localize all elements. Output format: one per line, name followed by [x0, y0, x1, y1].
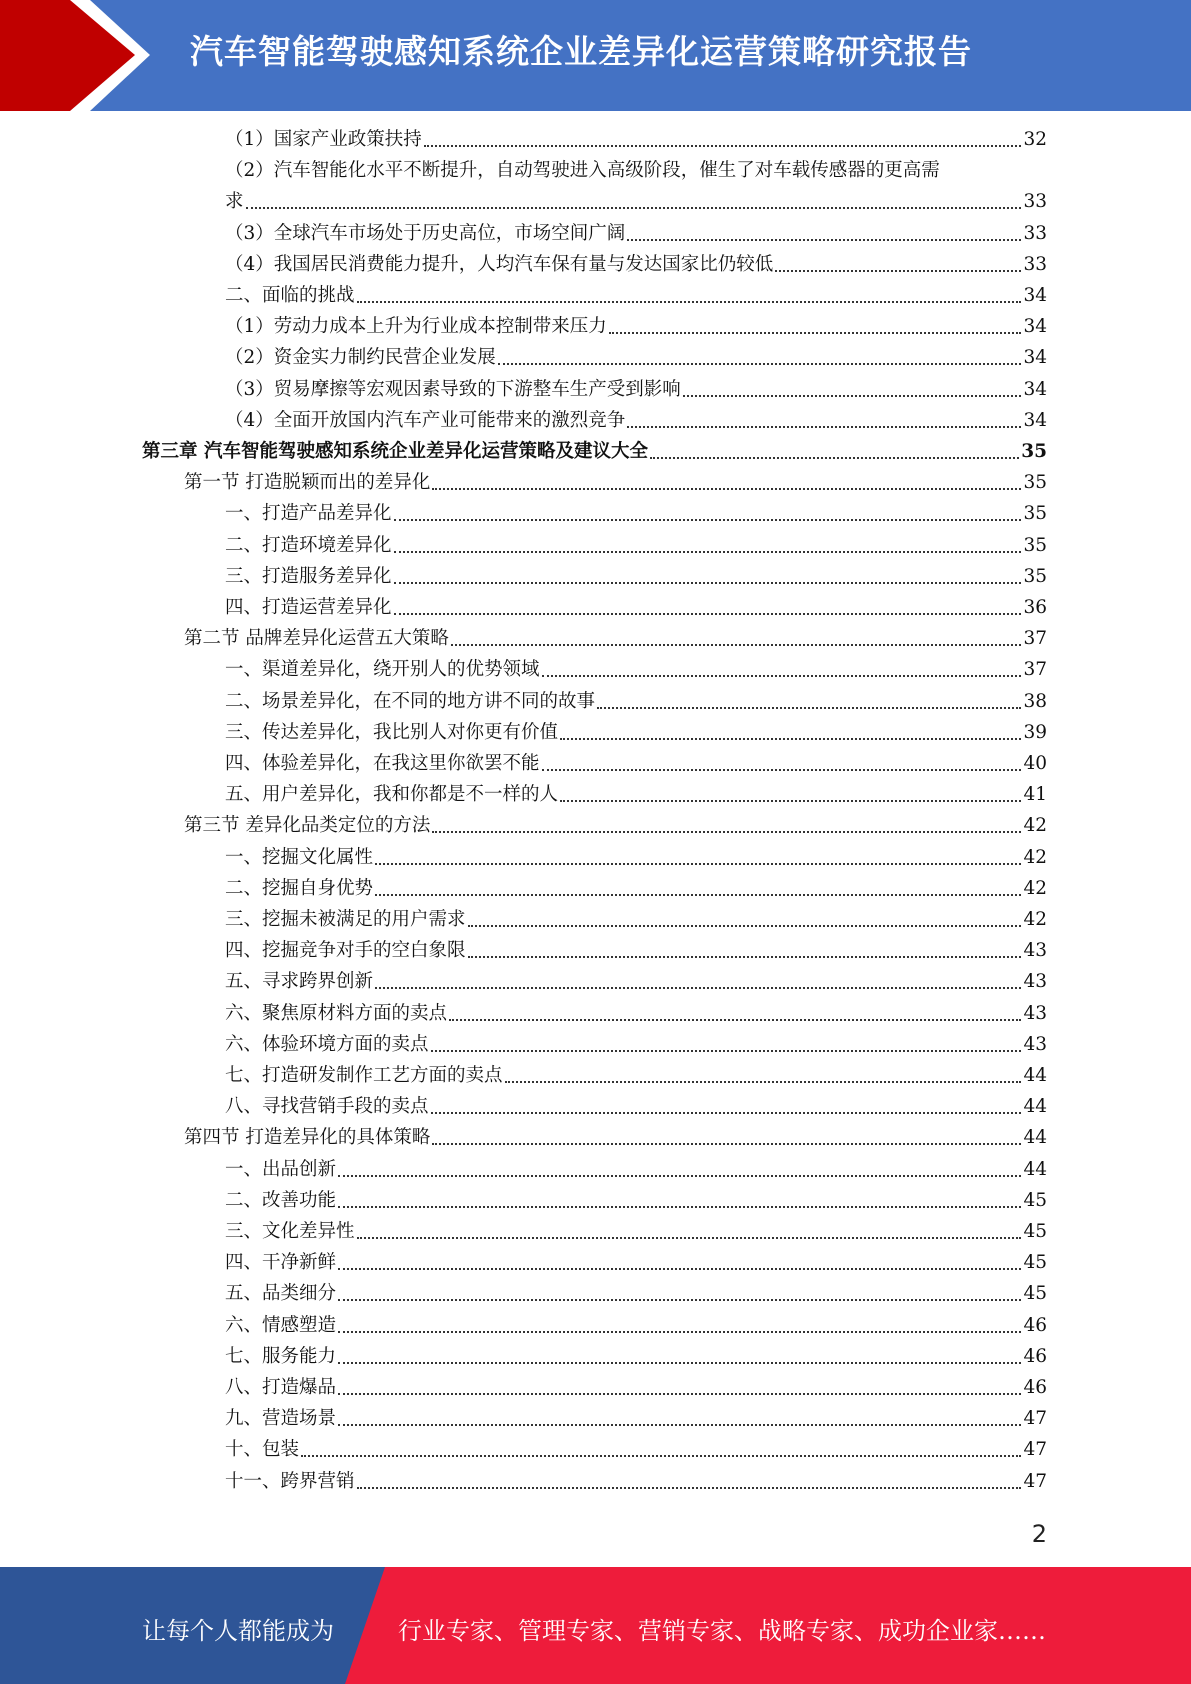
page-header: [0, 0, 1191, 111]
toc-page-number: 44: [1023, 1065, 1047, 1086]
dot-leader: [451, 643, 1022, 646]
toc-entry[interactable]: [225, 1313, 1047, 1339]
toc-entry[interactable]: [225, 720, 1047, 746]
toc-entry-title: 四、打造运营差异化: [225, 597, 392, 618]
dot-leader: [431, 1049, 1022, 1052]
toc-page-number: 45: [1023, 1189, 1047, 1211]
toc-entry-title: （4）全面开放国内汽车产业可能带来的激烈竞争: [225, 409, 626, 431]
footer-slogan-left: 让每个人都能成为: [142, 1617, 334, 1645]
toc-entry-title: 第二节 品牌差异化运营五大策略: [184, 628, 449, 650]
toc-entry[interactable]: [184, 626, 1047, 652]
toc-page-number: 44: [1023, 1158, 1047, 1180]
toc-entry-title: （3）全球汽车市场处于历史高位，市场空间广阔: [225, 222, 626, 244]
dot-leader: [468, 924, 1022, 927]
toc-page-number: 47: [1023, 1470, 1047, 1492]
toc-page-number: 35: [1023, 472, 1047, 494]
toc-entry-title: 四、挖掘竞争对手的空白象限: [225, 940, 466, 962]
toc-entry-title: 二、改善功能: [225, 1189, 337, 1211]
toc-page-number: 34: [1023, 409, 1047, 431]
toc-entry[interactable]: [225, 408, 1047, 434]
toc-entry[interactable]: [225, 314, 1047, 340]
toc-entry-title: （1）劳动力成本上升为行业成本控制带来压力: [225, 316, 607, 338]
toc-page-number: 41: [1023, 784, 1047, 806]
page-footer: [0, 1567, 1191, 1684]
dot-leader: [775, 269, 1021, 272]
toc-entry-title: 一、挖掘文化属性: [225, 846, 374, 868]
toc-page-number: 34: [1023, 285, 1047, 306]
toc-entry[interactable]: [225, 845, 1047, 871]
dot-leader: [394, 518, 1022, 521]
footer-slogan-right: 行业专家、管理专家、营销专家、战略专家、成功企业家……: [398, 1617, 1046, 1645]
toc-page-number: 35: [1023, 534, 1047, 556]
dot-leader: [650, 456, 1019, 459]
toc-entry-title: 四、体验差异化，在我这里你欲罢不能: [225, 753, 540, 774]
dot-leader: [683, 394, 1022, 397]
dot-leader: [394, 612, 1022, 615]
dot-leader: [542, 768, 1022, 771]
dot-leader: [560, 799, 1021, 802]
toc-page-number: 43: [1023, 971, 1047, 993]
toc-page-number: 33: [1023, 253, 1047, 275]
toc-page-number: 47: [1023, 1439, 1047, 1461]
toc-entry-title: 八、寻找营销手段的卖点: [225, 1096, 429, 1118]
dot-leader: [627, 238, 1021, 241]
dot-leader: [431, 1111, 1022, 1114]
toc-page-number: 45: [1023, 1283, 1047, 1305]
toc-entry[interactable]: [225, 283, 1047, 309]
toc-entry-title: 五、品类细分: [225, 1283, 337, 1305]
toc-entry[interactable]: [225, 377, 1047, 403]
toc-entry-title: 三、文化差异性: [225, 1221, 355, 1242]
dot-leader: [357, 1486, 1022, 1489]
dot-leader: [394, 581, 1022, 584]
toc-entry-title: 三、打造服务差异化: [225, 565, 392, 587]
dot-leader: [338, 1267, 1021, 1270]
toc-chapter-entry[interactable]: [142, 439, 1047, 465]
toc-page-number: 34: [1023, 347, 1047, 369]
toc-page-number: 42: [1023, 877, 1047, 899]
toc-entry[interactable]: [225, 252, 1047, 278]
toc-entry-title: 一、渠道差异化，绕开别人的优势领域: [225, 659, 540, 681]
dot-leader: [432, 1142, 1021, 1145]
toc-entry[interactable]: [225, 1406, 1047, 1432]
dot-leader: [394, 550, 1022, 553]
dot-leader: [542, 674, 1022, 677]
dot-leader: [338, 1298, 1021, 1301]
toc-page-number: 34: [1023, 378, 1047, 400]
toc-entry[interactable]: [225, 657, 1047, 683]
toc-entry-title: 第三章 汽车智能驾驶感知系统企业差异化运营策略及建议大全: [142, 441, 648, 462]
toc-entry[interactable]: [225, 969, 1047, 995]
toc-page-number: 40: [1023, 753, 1047, 774]
dot-leader: [338, 1423, 1021, 1426]
toc-entry[interactable]: [225, 1437, 1047, 1463]
toc-entry-title: 二、打造环境差异化: [225, 534, 392, 556]
toc-entry[interactable]: [225, 345, 1047, 371]
toc-entry-title: 九、营造场景: [225, 1408, 337, 1430]
toc-entry-title: 三、挖掘未被满足的用户需求: [225, 909, 466, 930]
toc-page-number: 34: [1023, 316, 1047, 338]
toc-page-number: 35: [1021, 441, 1047, 462]
toc-entry[interactable]: [225, 564, 1047, 590]
toc-entry-title: （1）国家产业政策扶持: [225, 129, 422, 150]
toc-entry[interactable]: [184, 1125, 1047, 1151]
toc-entry[interactable]: [225, 189, 1047, 215]
toc-page-number: 46: [1023, 1314, 1047, 1336]
toc-entry[interactable]: [184, 813, 1047, 839]
toc-entry-title: 四、干净新鲜: [225, 1252, 337, 1274]
toc-entry[interactable]: [225, 938, 1047, 964]
toc-entry-title: （2）资金实力制约民营企业发展: [225, 347, 496, 369]
toc-page-number: 35: [1023, 565, 1047, 587]
toc-entry-title: 十一、跨界营销: [225, 1470, 355, 1492]
toc-page-number: 44: [1023, 1127, 1047, 1149]
dot-leader: [338, 1392, 1021, 1395]
toc-entry-title: （4）我国居民消费能力提升，人均汽车保有量与发达国家比仍较低: [225, 253, 774, 275]
toc-entry-title: 五、用户差异化，我和你都是不一样的人: [225, 784, 559, 806]
toc-entry-title: 一、出品创新: [225, 1158, 337, 1180]
toc-page-number: 47: [1023, 1408, 1047, 1430]
dot-leader: [375, 986, 1021, 989]
toc-entry-line: （2）汽车智能化水平不断提升，自动驾驶进入高级阶段，催生了对车载传感器的更高需: [225, 160, 940, 182]
toc-entry[interactable]: [225, 1157, 1047, 1183]
toc-entry[interactable]: [225, 689, 1047, 715]
toc-page-number: 37: [1023, 659, 1047, 681]
toc-page-number: 37: [1023, 628, 1047, 650]
toc-entry[interactable]: [225, 533, 1047, 559]
toc-entry[interactable]: [225, 1032, 1047, 1058]
dot-leader: [301, 1454, 1021, 1457]
dot-leader: [627, 425, 1021, 428]
toc-entry-title: 第三节 差异化品类定位的方法: [184, 815, 431, 837]
toc-page-number: 46: [1023, 1345, 1047, 1367]
toc-entry[interactable]: [225, 1250, 1047, 1276]
toc-entry[interactable]: [225, 751, 1047, 777]
toc-entry-title: 七、打造研发制作工艺方面的卖点: [225, 1065, 503, 1086]
toc-entry[interactable]: [225, 876, 1047, 902]
toc-entry-title: 一、打造产品差异化: [225, 503, 392, 525]
toc-page-number: 39: [1023, 721, 1047, 743]
toc-entry[interactable]: [225, 782, 1047, 808]
toc-entry-title: 第一节 打造脱颖而出的差异化: [184, 472, 431, 494]
toc-entry[interactable]: [225, 1063, 1047, 1089]
toc-entry-title: 十、包装: [225, 1439, 300, 1461]
dot-leader: [560, 737, 1021, 740]
dot-leader: [246, 206, 1022, 209]
dot-leader: [597, 706, 1021, 709]
toc-entry[interactable]: [225, 1375, 1047, 1401]
toc-entry[interactable]: [225, 1281, 1047, 1307]
toc-entry-title: 二、挖掘自身优势: [225, 877, 374, 899]
dot-leader: [498, 362, 1022, 365]
dot-leader: [357, 1236, 1022, 1239]
dot-leader: [424, 144, 1022, 147]
dot-leader: [609, 331, 1022, 334]
toc-entry[interactable]: [225, 1469, 1047, 1495]
dot-leader: [338, 1174, 1021, 1177]
toc-page-number: 43: [1023, 1033, 1047, 1055]
toc-entry[interactable]: [225, 221, 1047, 247]
toc-entry[interactable]: [184, 470, 1047, 496]
dot-leader: [357, 300, 1022, 303]
toc-entry-title: 六、聚焦原材料方面的卖点: [225, 1002, 448, 1024]
toc-entry-title: 第四节 打造差异化的具体策略: [184, 1127, 431, 1149]
toc-entry[interactable]: [225, 1188, 1047, 1214]
toc-entry-title: 五、寻求跨界创新: [225, 971, 374, 993]
toc-entry[interactable]: [225, 501, 1047, 527]
toc-page-number: 45: [1023, 1221, 1047, 1242]
dot-leader: [338, 1330, 1021, 1333]
toc-entry[interactable]: [225, 1344, 1047, 1370]
toc-page-number: 32: [1023, 129, 1047, 150]
toc-entry[interactable]: [225, 1219, 1047, 1245]
toc-page-number: 36: [1023, 597, 1047, 618]
dot-leader: [375, 893, 1021, 896]
toc-entry-title: 二、场景差异化，在不同的地方讲不同的故事: [225, 690, 596, 712]
dot-leader: [432, 830, 1021, 833]
toc-entry-title: 六、情感塑造: [225, 1314, 337, 1336]
toc-entry[interactable]: [225, 127, 1047, 153]
toc-entry[interactable]: [225, 907, 1047, 933]
dot-leader: [505, 1080, 1022, 1083]
toc-page-number: 43: [1023, 940, 1047, 962]
toc-entry[interactable]: [225, 595, 1047, 621]
dot-leader: [468, 955, 1022, 958]
toc-entry-title: 八、打造爆品: [225, 1377, 337, 1398]
toc-entry-title: （3）贸易摩擦等宏观因素导致的下游整车生产受到影响: [225, 378, 681, 400]
dot-leader: [338, 1205, 1021, 1208]
report-title: 汽车智能驾驶感知系统企业差异化运营策略研究报告: [190, 32, 972, 71]
toc-page-number: 45: [1023, 1252, 1047, 1274]
dot-leader: [432, 487, 1021, 490]
toc-page-number: 38: [1023, 690, 1047, 712]
toc-entry-title: 二、面临的挑战: [225, 285, 355, 306]
toc-page-number: 42: [1023, 846, 1047, 868]
toc-page-number: 43: [1023, 1002, 1047, 1024]
toc-entry-title: 三、传达差异化，我比别人对你更有价值: [225, 721, 559, 743]
toc-entry-title: 求: [225, 191, 244, 213]
toc-page-number: 46: [1023, 1377, 1047, 1398]
toc-page-number: 42: [1023, 815, 1047, 837]
dot-leader: [375, 862, 1021, 865]
toc-page-number: 33: [1023, 191, 1047, 213]
toc-page-number: 35: [1023, 503, 1047, 525]
page-number: 2: [1031, 1520, 1047, 1548]
toc-page-number: 42: [1023, 909, 1047, 930]
dot-leader: [449, 1018, 1021, 1021]
toc-entry-title: 七、服务能力: [225, 1345, 337, 1367]
toc-page-number: 33: [1023, 222, 1047, 244]
header-red-chevron: [0, 0, 150, 111]
toc-entry[interactable]: [225, 1001, 1047, 1027]
toc-entry[interactable]: [225, 1094, 1047, 1120]
toc-page-number: 44: [1023, 1096, 1047, 1118]
toc-entry-title: 六、体验环境方面的卖点: [225, 1033, 429, 1055]
dot-leader: [338, 1361, 1021, 1364]
